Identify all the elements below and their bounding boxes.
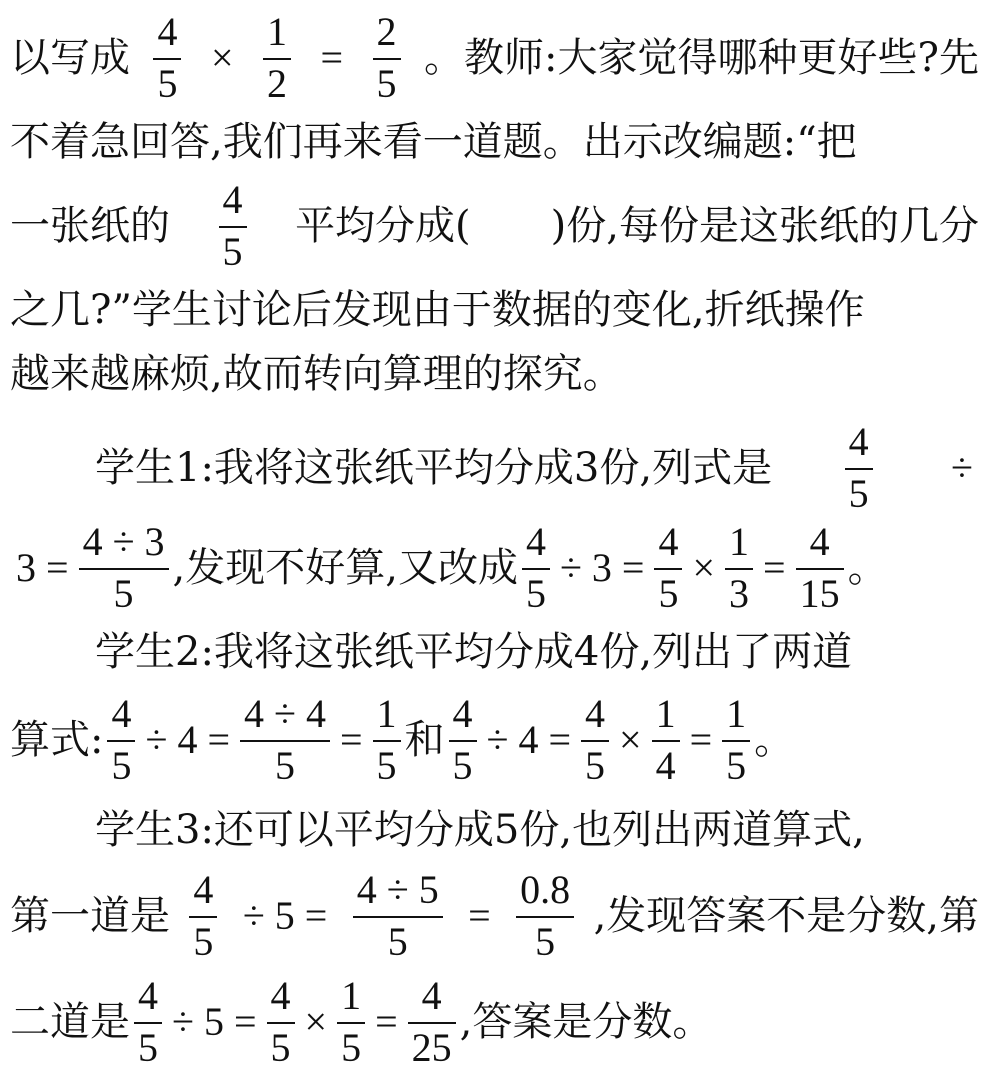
fraction-denominator: 5	[222, 229, 243, 274]
math-operator: =	[763, 545, 786, 590]
fraction	[353, 867, 443, 964]
fraction-bar	[408, 1022, 456, 1024]
fraction	[373, 691, 401, 788]
fraction-bar	[449, 740, 477, 742]
text-segment: ,发现不好算,又改成	[172, 545, 518, 591]
fraction	[153, 9, 181, 106]
fraction-bar	[796, 568, 844, 570]
fraction-bar	[581, 740, 609, 742]
text-segment: 以写成	[10, 35, 130, 81]
fraction	[337, 973, 365, 1070]
fraction-numerator: 4	[585, 691, 606, 736]
text-segment: 和	[404, 717, 445, 763]
text-segment: 越来越麻烦,故而转向算理的探究。	[10, 351, 623, 397]
fraction-bar	[189, 916, 217, 918]
text-segment: 学生3:还可以平均分成5份,也列出两道算式,	[95, 807, 865, 853]
fraction-bar	[134, 1022, 162, 1024]
math-operator: ×	[692, 545, 716, 590]
fraction-numerator: 1	[726, 691, 747, 736]
fraction-numerator: 1	[376, 691, 397, 736]
math-operator: ÷ 5 =	[242, 893, 328, 938]
fraction	[725, 519, 753, 616]
text-segment: 一张纸的	[10, 203, 170, 249]
text-segment: ,发现答案不是分数,第	[593, 893, 979, 939]
fraction-numerator: 1	[729, 519, 750, 564]
fraction-bar	[240, 740, 330, 742]
fraction	[267, 973, 295, 1070]
math-operator: ÷ 3 =	[559, 545, 645, 590]
math-operator: 3 =	[16, 545, 69, 590]
fraction-numerator: 4	[809, 519, 830, 564]
fraction-bar	[373, 740, 401, 742]
fraction-numerator: 2	[376, 9, 397, 54]
fraction-numerator: 1	[341, 973, 362, 1018]
fraction-numerator: 4	[848, 419, 869, 464]
fraction-numerator: 4	[222, 177, 243, 222]
fraction-bar	[107, 740, 135, 742]
fraction-numerator: 4 ÷ 5	[356, 867, 439, 912]
fraction-numerator: 1	[655, 691, 676, 736]
fraction-numerator: 0.8	[520, 867, 571, 912]
fraction-numerator: 4	[193, 867, 214, 912]
fraction-bar	[79, 568, 169, 570]
fraction-denominator: 4	[655, 743, 676, 788]
fraction-denominator: 5	[113, 571, 134, 616]
math-operator: =	[339, 717, 363, 762]
fraction-denominator: 5	[193, 919, 214, 964]
fraction-bar	[373, 58, 401, 60]
text-segment: 之几?”学生讨论后发现由于数据的变化,折纸操作	[10, 287, 865, 333]
math-operator: ×	[210, 35, 234, 80]
fraction-denominator: 5	[585, 743, 606, 788]
text-segment: 平均分成( )份,每份是这张纸的几分	[295, 203, 979, 249]
fraction-numerator: 4	[658, 519, 679, 564]
text-segment: 二道是	[10, 999, 130, 1045]
fraction	[107, 691, 135, 788]
fraction-bar	[522, 568, 550, 570]
fraction	[581, 691, 609, 788]
fraction-denominator: 2	[267, 61, 288, 106]
math-operator: =	[375, 999, 398, 1044]
math-operator: ÷	[951, 445, 973, 490]
math-operator: ×	[619, 717, 642, 762]
fraction-numerator: 4	[421, 973, 442, 1018]
fraction-denominator: 5	[376, 61, 397, 106]
math-operator: ÷ 4 =	[486, 717, 572, 762]
fraction	[654, 519, 682, 616]
fraction-denominator: 5	[111, 743, 132, 788]
fraction-numerator: 4	[270, 973, 291, 1018]
fraction-numerator: 4	[525, 519, 546, 564]
fraction-numerator: 4 ÷ 3	[82, 519, 165, 564]
fraction-bar	[353, 916, 443, 918]
fraction	[79, 519, 169, 616]
fraction-denominator: 5	[376, 743, 397, 788]
text-line-11	[10, 868, 979, 964]
fraction-bar	[654, 568, 682, 570]
fraction-numerator: 4 ÷ 4	[244, 691, 326, 736]
fraction-bar	[219, 226, 247, 228]
text-line-12	[10, 974, 979, 1070]
fraction-denominator: 5	[138, 1025, 158, 1070]
fraction-numerator: 4	[111, 691, 132, 736]
fraction-numerator: 4	[157, 9, 178, 54]
fraction-denominator: 5	[452, 743, 473, 788]
text-line-10	[95, 782, 979, 878]
fraction-numerator: 1	[267, 9, 288, 54]
fraction-denominator: 25	[411, 1025, 452, 1070]
text-segment: 学生1:我将这张纸平均分成3份,列式是	[95, 445, 773, 491]
text-segment: 。教师:大家觉得哪种更好些?先	[424, 35, 979, 81]
math-operator: =	[468, 893, 491, 938]
text-segment: 算式:	[10, 717, 104, 763]
text-segment: 学生2:我将这张纸平均分成4份,列出了两道	[95, 629, 853, 675]
text-line-2	[10, 94, 979, 190]
text-segment: 。	[754, 717, 795, 763]
text-line-8	[95, 604, 979, 700]
fraction-denominator: 5	[848, 471, 869, 516]
fraction-bar	[263, 58, 291, 60]
text-line-9	[10, 692, 979, 788]
text-line-7	[10, 520, 979, 616]
fraction	[263, 9, 291, 106]
text-line-3	[10, 178, 979, 274]
text-segment: ,答案是分数。	[459, 999, 713, 1045]
fraction-bar	[337, 1022, 365, 1024]
fraction	[516, 867, 574, 964]
fraction	[522, 519, 550, 616]
fraction-denominator: 5	[157, 61, 178, 106]
fraction	[408, 973, 456, 1070]
math-operator: ×	[304, 999, 328, 1044]
fraction-denominator: 5	[341, 1025, 362, 1070]
fraction-bar	[153, 58, 181, 60]
fraction-denominator: 3	[729, 571, 750, 616]
text-line-1	[10, 10, 979, 106]
fraction	[240, 691, 330, 788]
fraction	[189, 867, 217, 964]
text-line-5	[10, 326, 979, 422]
math-operator: =	[689, 717, 713, 762]
fraction-denominator: 5	[270, 1025, 291, 1070]
fraction-bar	[516, 916, 574, 918]
fraction	[134, 973, 162, 1070]
fraction-denominator: 5	[387, 919, 408, 964]
fraction-numerator: 4	[452, 691, 473, 736]
math-operator: =	[320, 35, 344, 80]
fraction-bar	[722, 740, 750, 742]
text-segment: 第一道是	[10, 893, 170, 939]
fraction-denominator: 5	[274, 743, 295, 788]
text-segment: 不着急回答,我们再来看一道题。出示改编题:“把	[10, 119, 857, 165]
fraction-denominator: 5	[535, 919, 556, 964]
math-operator: ÷ 5 =	[172, 999, 257, 1044]
fraction	[845, 419, 873, 516]
fraction	[373, 9, 401, 106]
fraction-bar	[845, 468, 873, 470]
fraction-denominator: 5	[726, 743, 747, 788]
text-segment: 。	[847, 545, 888, 591]
math-operator: ÷ 4 =	[145, 717, 230, 762]
fraction	[652, 691, 680, 788]
fraction-bar	[267, 1022, 295, 1024]
fraction	[219, 177, 247, 274]
text-line-6	[95, 420, 979, 516]
fraction-bar	[725, 568, 753, 570]
fraction	[796, 519, 844, 616]
fraction-denominator: 5	[658, 571, 679, 616]
fraction-bar	[652, 740, 680, 742]
fraction-denominator: 15	[799, 571, 840, 616]
fraction-numerator: 4	[138, 973, 158, 1018]
fraction	[722, 691, 750, 788]
fraction	[449, 691, 477, 788]
fraction-denominator: 5	[525, 571, 546, 616]
